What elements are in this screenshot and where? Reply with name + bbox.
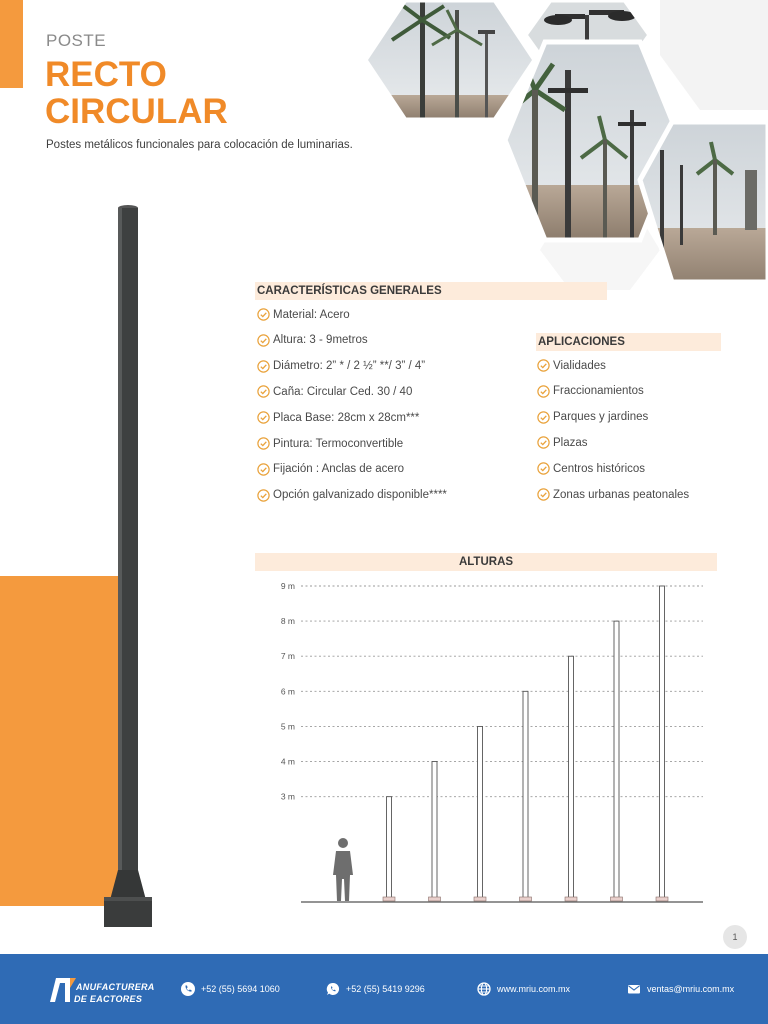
product-kicker: POSTE [46,31,107,50]
company-logo [48,969,178,1009]
caracteristica-item [257,411,419,424]
y-tick-label: 3 m [280,791,295,802]
pole-base-plate [656,897,668,901]
aplicacion-item [537,359,606,372]
aplicaciones-heading: APLICACIONES [536,333,721,351]
caracteristicas-heading: CARACTERÍSTICAS GENERALES [255,282,607,300]
phone-icon [181,982,195,996]
envelope-icon [627,982,641,996]
caracteristica-item-label: Altura: 3 - 9metros [273,334,368,347]
y-tick-label: 4 m [280,756,295,767]
caracteristica-item [257,489,447,502]
caracteristica-item [257,437,403,450]
check-circle-icon [257,411,270,424]
aplicacion-item [537,488,689,501]
pole-illustration [100,200,160,932]
aplicacion-item-label: Plazas [553,436,588,449]
aplicacion-item [537,462,645,475]
pole-base-plate [611,897,623,901]
check-circle-icon [257,385,270,398]
pole-base-plate [565,897,577,901]
check-circle-icon [537,385,550,398]
aplicacion-item-label: Centros históricos [553,462,646,475]
aplicacion-item-label: Zonas urbanas peatonales [553,488,690,501]
logo-text-line1: ANUFACTURERA [76,982,155,992]
product-title-line1: RECTO [45,55,167,94]
footer-bar [0,954,768,1024]
product-subtitle: Postes metálicos funcionales para colocación de luminarias. [46,139,353,151]
aplicacion-item [537,436,588,449]
email-contact[interactable] [627,982,734,996]
check-circle-icon [257,334,270,347]
alturas-chart [255,575,725,915]
globe-icon [477,982,491,996]
check-circle-icon [537,488,550,501]
caracteristica-item-label: Caña: Circular Ced. 30 / 40 [273,385,413,398]
check-circle-icon [537,462,550,475]
pole-bar-3m [387,797,392,898]
pole-bar-9m [660,586,665,898]
logo-text-line2: DE EACTORES [74,994,143,1004]
pole-base-plate [520,897,532,901]
check-circle-icon [257,360,270,373]
email-link[interactable]: ventas@mriu.com.mx [647,984,735,994]
human-scale-figure [333,838,353,901]
pole-bar-5m [478,726,483,898]
check-circle-icon [257,437,270,450]
phone-number: +52 (55) 5694 1060 [201,984,280,994]
check-circle-icon [537,436,550,449]
caracteristica-item [257,308,350,321]
pole-base-plate [474,897,486,901]
caracteristica-item-label: Placa Base: 28cm x 28cm*** [273,411,420,424]
whatsapp-contact[interactable] [326,982,425,996]
whatsapp-icon [326,982,340,996]
caracteristica-item [257,360,425,373]
website-link[interactable]: www.mriu.com.mx [497,984,571,994]
pole-base-plate [429,897,441,901]
alturas-heading: ALTURAS [255,553,717,571]
y-tick-label: 8 m [280,616,295,627]
aplicacion-item-label: Fraccionamientos [553,385,644,398]
aplicacion-item [537,385,644,398]
check-circle-icon [537,411,550,424]
caracteristica-item [257,334,368,347]
y-tick-label: 5 m [280,721,295,732]
caracteristica-item-label: Fijación : Anclas de acero [273,463,405,476]
pole-bar-4m [432,762,437,898]
check-circle-icon [537,359,550,372]
check-circle-icon [257,308,270,321]
pole-base-plate [383,897,395,901]
y-tick-label: 6 m [280,686,295,697]
y-tick-label: 9 m [280,581,295,591]
pole-bar-6m [523,691,528,898]
street-light-photo-collage [360,0,768,290]
aplicacion-item [537,411,648,424]
page-number: 1 [723,925,747,949]
caracteristica-item-label: Material: Acero [273,308,350,321]
aplicacion-item-label: Vialidades [553,359,606,372]
caracteristica-item-label: Diámetro: 2” * / 2 ½” **/ 3” / 4” [273,360,426,373]
whatsapp-number: +52 (55) 5419 9296 [346,984,425,994]
check-circle-icon [257,463,270,476]
caracteristica-item-label: Opción galvanizado disponible**** [273,489,447,502]
aplicacion-item-label: Parques y jardines [553,411,649,424]
y-tick-label: 7 m [280,651,295,662]
caracteristica-item-label: Pintura: Termoconvertible [273,437,404,450]
orange-accent-tab [0,0,23,88]
caracteristica-item [257,463,404,476]
phone-contact[interactable] [181,982,280,996]
website-contact[interactable] [477,982,570,996]
pole-bar-7m [569,656,574,898]
pole-bar-8m [614,621,619,898]
product-title-line2: CIRCULAR [45,92,228,131]
check-circle-icon [257,489,270,502]
caracteristica-item [257,385,412,398]
